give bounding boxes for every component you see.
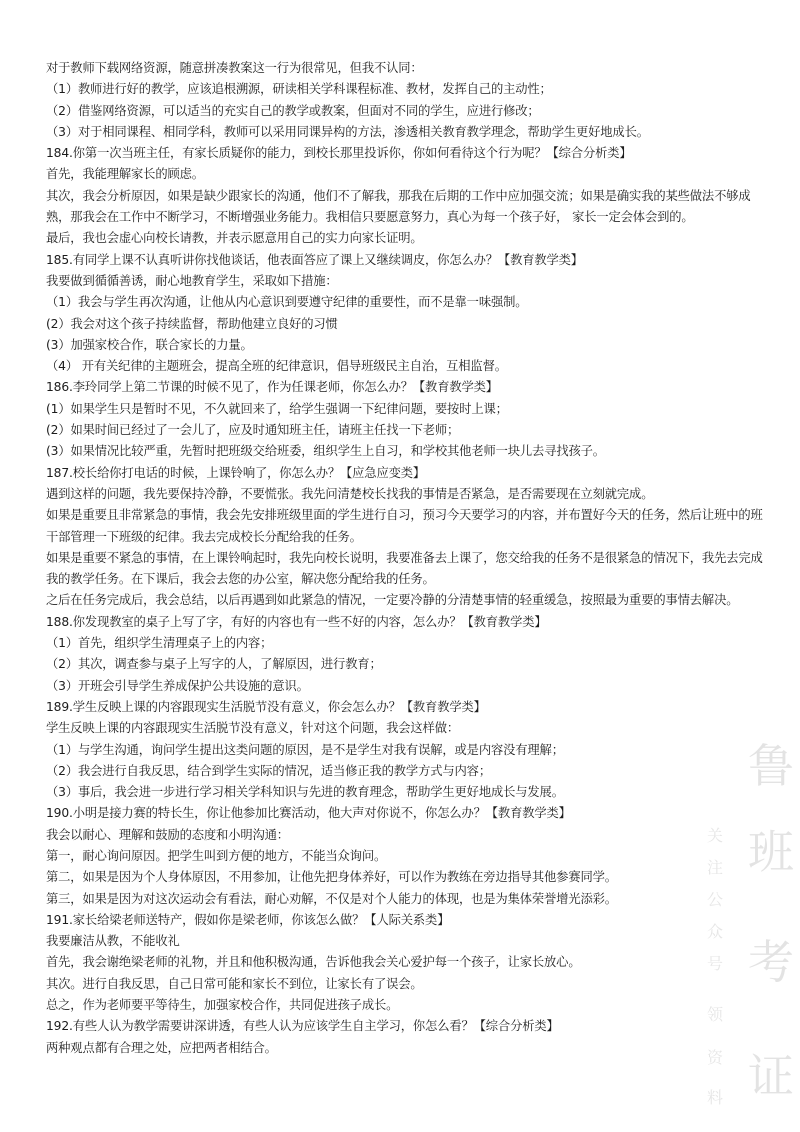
question-heading: 191.家长给梁老师送特产，假如你是梁老师，你该怎么做？【人际关系类】	[46, 912, 450, 927]
text-line: 学生反映上课的内容跟现实生活脱节没有意义，针对这个问题，我会这样做：	[46, 721, 459, 736]
text-line: (1）如果学生只是暂时不见，不久就回来了，给学生强调一下纪律问题，要按时上课；	[46, 401, 508, 416]
text-line: 我会以耐心、理解和鼓励的态度和小明沟通：	[46, 827, 289, 842]
text-line: (2）我会对这个孩子持续监督，帮助他建立良好的习惯	[46, 316, 338, 331]
text-line: 第二，如果是因为个人身体原因，不用参加，让他先把身体养好，可以作为教练在旁边指导其他参赛同学。	[46, 870, 617, 885]
watermark-char: 考	[748, 935, 794, 989]
text-line: （4） 开有关纪律的主题班会，提高全班的纪律意识，倡导班级民主自治，互相监督。	[46, 359, 507, 374]
text-line: (3）加强家校合作，联合家长的力量。	[46, 337, 253, 352]
text-line: （3）开班会引导学生养成保护公共设施的意识。	[46, 678, 309, 693]
watermark-char: 关	[706, 826, 723, 845]
watermark-char: 号	[706, 954, 723, 973]
question-heading: 186.李玲同学上第二节课的时候不见了，作为任课老师，你怎么办？【教育教学类】	[46, 380, 498, 395]
text-line: 最后，我也会虚心向校长请教，并表示愿意用自己的实力向家长证明。	[46, 231, 423, 246]
watermark-char: 资	[706, 1048, 723, 1067]
text-line: （1）教师进行好的教学，应该追根溯源，研读相关学科课程标准、教材，发挥自己的主动性；	[46, 82, 552, 97]
text-line: 遇到这样的问题，我先要保持冷静，不要慌张。我先问清楚校长找我的事情是否紧急，是否需要现在立刻就完成。	[46, 486, 654, 501]
text-line: (2）如果时间已经过了一会儿了，应及时通知班主任，请班主任找一下老师；	[46, 423, 460, 438]
watermark-char: 公	[706, 890, 723, 909]
text-line: 首先，我会谢绝梁老师的礼物，并且和他积极沟通，告诉他我会关心爱护每一个孩子，让家长放心。	[46, 955, 581, 970]
document-body	[46, 58, 766, 1059]
text-line: 之后在任务完成后，我会总结，以后再遇到如此紧急的情况，一定要冷静的分清楚事情的轻重缓急，按照最为重要的事情去解决。	[46, 593, 739, 608]
text-paragraph: 如果是重要不紧急的事情，在上课铃响起时，我先向校长说明，我要准备去上课了，您交给我的任务不是很紧急的情况下，我先去完成我的教学任务。在下课后，我会去您的办公室，解决您分配给我的任务。	[46, 550, 763, 587]
watermark-char: 鲁	[748, 739, 794, 793]
text-line: （2）其次，调查参与桌子上写字的人，了解原因，进行教育；	[46, 657, 382, 672]
question-heading: 184.你第一次当班主任，有家长质疑你的能力，到校长那里投诉你，你如何看待这个行为呢？【综合分析类】	[46, 146, 632, 161]
text-line: 两种观点都有合理之处，应把两者相结合。	[46, 1040, 277, 1055]
watermark-char: 众	[706, 922, 723, 941]
text-line: 第三，如果是因为对这次运动会有看法，耐心劝解，不仅是对个人能力的体现，也是为集体荣誉增光添彩。	[46, 891, 617, 906]
text-line: 其次。进行自我反思，自己日常可能和家长不到位，让家长有了误会。	[46, 976, 423, 991]
text-line: (3）如果情况比较严重，先暂时把班级交给班委，组织学生上自习，和学校其他老师一块儿去寻找孩子。	[46, 444, 605, 459]
watermark-char: 注	[706, 858, 723, 877]
watermark-char: 料	[706, 1088, 723, 1107]
question-heading: 189.学生反映上课的内容跟现实生活脱节没有意义，你会怎么办？【教育教学类】	[46, 699, 486, 714]
text-line: （2）借鉴网络资源，可以适当的充实自己的教学或教案，但面对不同的学生，应进行修改；	[46, 103, 540, 118]
text-line: 我要做到循循善诱，耐心地教育学生，采取如下措施：	[46, 273, 338, 288]
text-line: 首先，我能理解家长的顾虑。	[46, 167, 204, 182]
text-line: （3）事后，我会进一步进行学习相关学科知识与先进的教育理念，帮助学生更好地成长与发展。	[46, 785, 564, 800]
watermark-char: 班	[748, 825, 794, 879]
question-heading: 188.你发现教室的桌子上写了字，有好的内容也有一些不好的内容，怎么办？【教育教学类】	[46, 614, 547, 629]
text-line: 对于教师下载网络资源，随意拼凑教案这一行为很常见，但我不认同：	[46, 61, 423, 75]
text-line: 第一，耐心询问原因。把学生叫到方便的地方，不能当众询问。	[46, 848, 387, 863]
text-paragraph: 如果是重要且非常紧急的事情，我会先安排班级里面的学生进行自习，预习今天要学习的内容，并布置好今天的任务，然后让班中的班干部管理一下班级的纪律。我去完成校长分配给我的任务。	[46, 508, 763, 544]
text-line: （2）我会进行自我反思，结合到学生实际的情况，适当修正我的教学方式与内容；	[46, 763, 491, 778]
text-line: （1）我会与学生再次沟通，让他从内心意识到要遵守纪律的重要性，而不是靠一味强制。	[46, 295, 528, 310]
watermark-char: 领	[706, 1005, 723, 1024]
text-line: 总之，作为老师要平等待生，加强家校合作，共同促进孩子成长。	[46, 998, 399, 1013]
text-paragraph: 其次，我会分析原因，如果是缺少跟家长的沟通，他们不了解我，那我在后期的工作中应加强交流；如果是确实我的某些做法不够成熟，那我会在工作中不断学习，不断增强业务能力。我相信只要愿意努力，真心为每一个孩子好， 家长一定会体会到的。	[46, 188, 751, 225]
text-line: 我要廉洁从教，不能收礼	[46, 934, 180, 949]
text-line: （3）对于相同课程、相同学科，教师可以采用同课异构的方法，渗透相关教育教学理念，帮助学生更好地成长。	[46, 124, 649, 139]
watermark-char: 证	[748, 1049, 794, 1103]
question-heading: 187.校长给你打电话的时候，上课铃响了，你怎么办？【应急应变类】	[46, 465, 426, 480]
text-line: （1）首先，组织学生清理桌子上的内容；	[46, 636, 273, 651]
text-line: （1）与学生沟通，询问学生提出这类问题的原因，是不是学生对我有误解，或是内容没有理解；	[46, 742, 564, 757]
question-heading: 192.有些人认为教学需要讲深讲透，有些人认为应该学生自主学习，你怎么看？【综合分析类】	[46, 1019, 559, 1034]
question-heading: 190.小明是接力赛的特长生，你让他参加比赛活动，他大声对你说不，你怎么办？【教育教学类】	[46, 806, 571, 821]
question-heading: 185.有同学上课不认真听讲你找他谈话，他表面答应了课上又继续调皮，你怎么办？【教育教学类】	[46, 252, 583, 267]
